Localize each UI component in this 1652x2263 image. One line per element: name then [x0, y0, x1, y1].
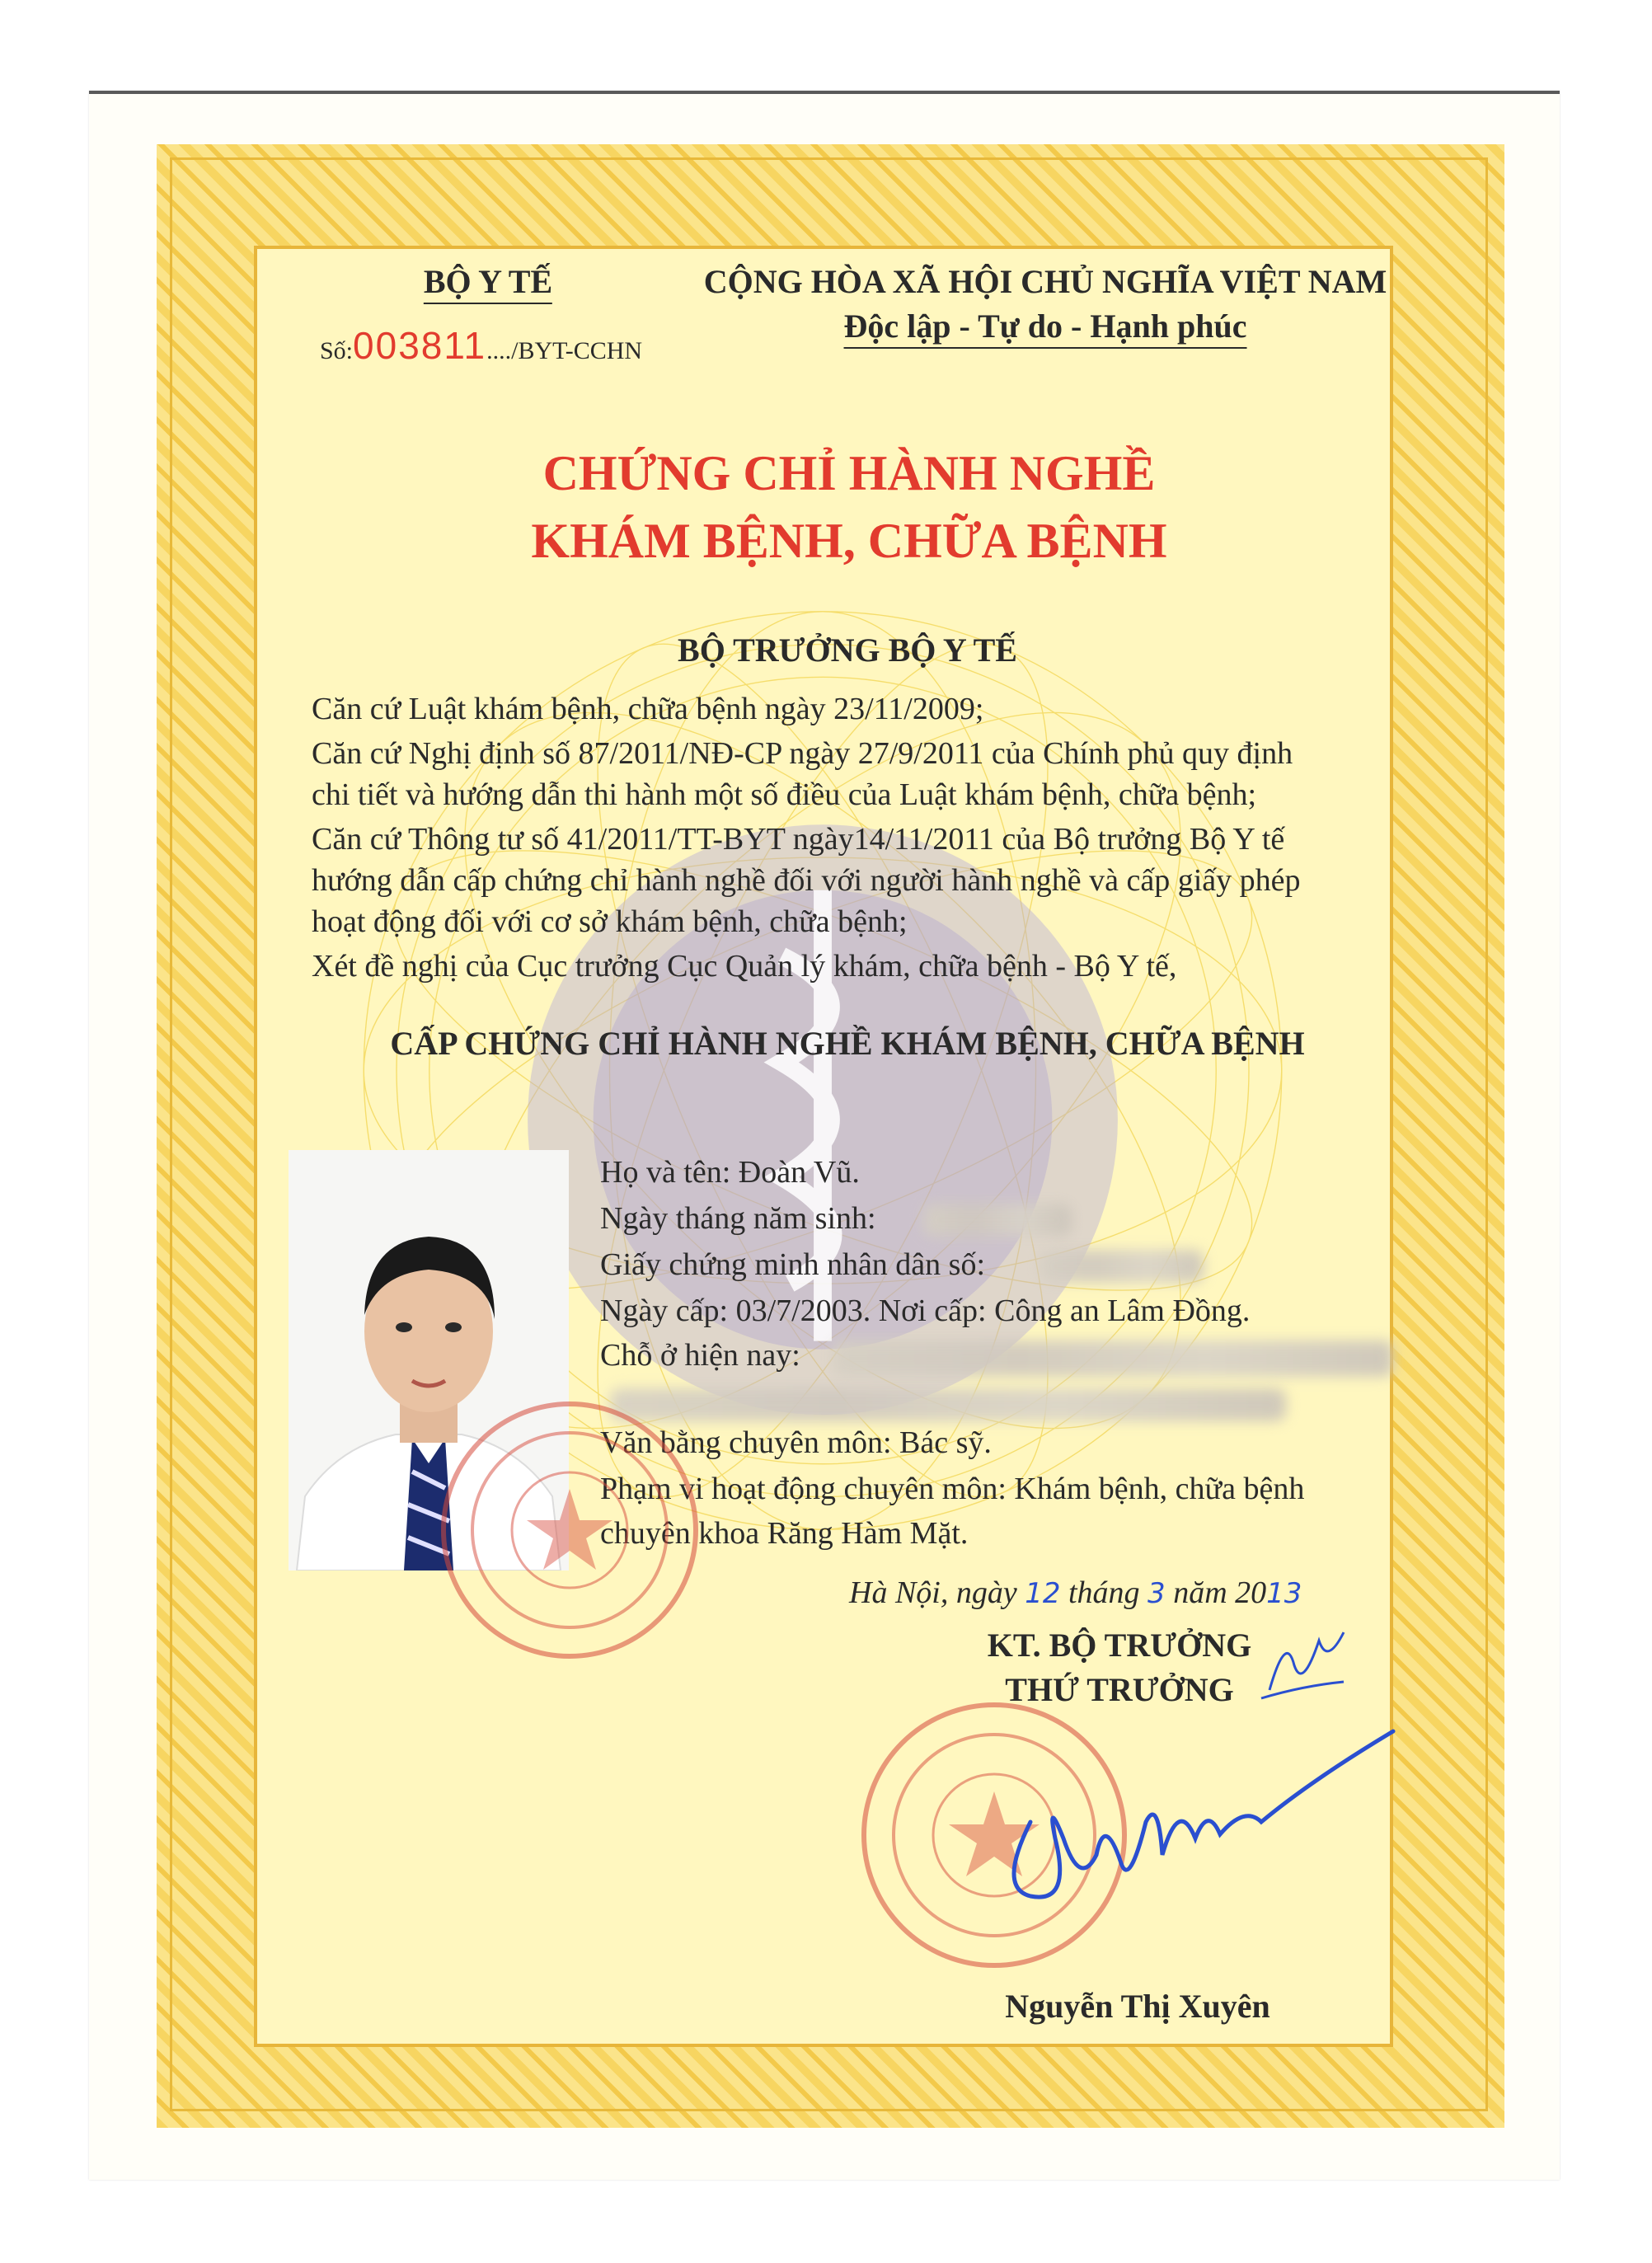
signature-mark: [981, 1698, 1410, 1929]
legal-basis-line: Xét đề nghị của Cục trưởng Cục Quản lý khám, chữa bệnh - Bộ Y tế,: [312, 949, 1177, 984]
signer-role-line2: THỨ TRƯỞNG: [1005, 1671, 1234, 1708]
date-month: 3: [1147, 1577, 1166, 1610]
serial-prefix: Số:: [320, 337, 354, 364]
holder-id-issue: Ngày cấp: 03/7/2003. Nơi cấp: Công an Lâm Đồng.: [600, 1293, 1251, 1328]
legal-basis-line: chi tiết và hướng dẫn thi hành một số điều của Luật khám bệnh, chữa bệnh;: [312, 777, 1257, 812]
ministry-name: BỘ Y TẾ: [424, 262, 552, 304]
holder-address-label: Chỗ ở hiện nay:: [600, 1338, 800, 1373]
legal-basis-line: Căn cứ Nghị định số 87/2011/NĐ-CP ngày 27/9/2011 của Chính phủ quy định: [312, 736, 1293, 771]
holder-dob-label: Ngày tháng năm sinh:: [600, 1201, 876, 1236]
official-seal-photo: [441, 1401, 698, 1659]
legal-basis-line: hướng dẫn cấp chứng chỉ hành nghề đối với người hành nghề và cấp giấy phép: [312, 863, 1301, 898]
redacted-dob: [923, 1204, 1072, 1237]
serial-number: 003811: [353, 324, 487, 367]
holder-degree: Văn bằng chuyên môn: Bác sỹ.: [600, 1425, 992, 1460]
signer-name: Nguyễn Thị Xuyên: [1005, 1988, 1270, 2025]
legal-basis-line: hoạt động đối với cơ sở khám bệnh, chữa bệnh;: [312, 904, 908, 939]
grant-heading: CẤP CHỨNG CHỈ HÀNH NGHỀ KHÁM BỆNH, CHỮA BỆNH: [390, 1025, 1305, 1062]
certificate-title-line2: KHÁM BỆNH, CHỮA BỆNH: [531, 514, 1167, 568]
holder-scope-line2: chuyên khoa Răng Hàm Mặt.: [600, 1516, 969, 1551]
country-name: CỘNG HÒA XÃ HỘI CHỦ NGHĨA VIỆT NAM: [703, 263, 1387, 300]
serial-suffix: ..../BYT-CCHN: [486, 337, 643, 364]
date-year: 13: [1266, 1577, 1302, 1610]
serial-line: [320, 323, 642, 368]
holder-scope-line1: Phạm vi hoạt động chuyên môn: Khám bệnh, chữa bệnh: [600, 1472, 1305, 1506]
issuer-heading: BỘ TRƯỞNG BỘ Y TẾ: [678, 631, 1017, 669]
holder-name: Họ và tên: Đoàn Vũ.: [600, 1155, 860, 1190]
signer-role-line1: KT. BỘ TRƯỞNG: [987, 1627, 1252, 1664]
date-month-label: tháng: [1068, 1575, 1140, 1610]
date-day: 12: [1025, 1577, 1061, 1610]
redacted-id-number: [1039, 1250, 1204, 1283]
redacted-address-line1: [833, 1340, 1393, 1377]
national-motto: Độc lập - Tự do - Hạnh phúc: [844, 307, 1247, 349]
legal-basis-line: Căn cứ Thông tư số 41/2011/TT-BYT ngày14/11/2011 của Bộ trưởng Bộ Y tế: [312, 822, 1285, 857]
holder-id-label: Giấy chứng minh nhân dân số:: [600, 1247, 986, 1282]
date-year-label: năm 20: [1173, 1575, 1267, 1610]
certificate-title-line1: CHỨNG CHỈ HÀNH NGHỀ: [542, 446, 1156, 500]
issue-date-line: [849, 1575, 1302, 1611]
date-place: Hà Nội, ngày: [849, 1575, 1017, 1610]
initials-mark: [1253, 1616, 1352, 1707]
redacted-address-line2: [610, 1388, 1286, 1421]
legal-basis-line: Căn cứ Luật khám bệnh, chữa bệnh ngày 23/11/2009;: [312, 692, 984, 726]
